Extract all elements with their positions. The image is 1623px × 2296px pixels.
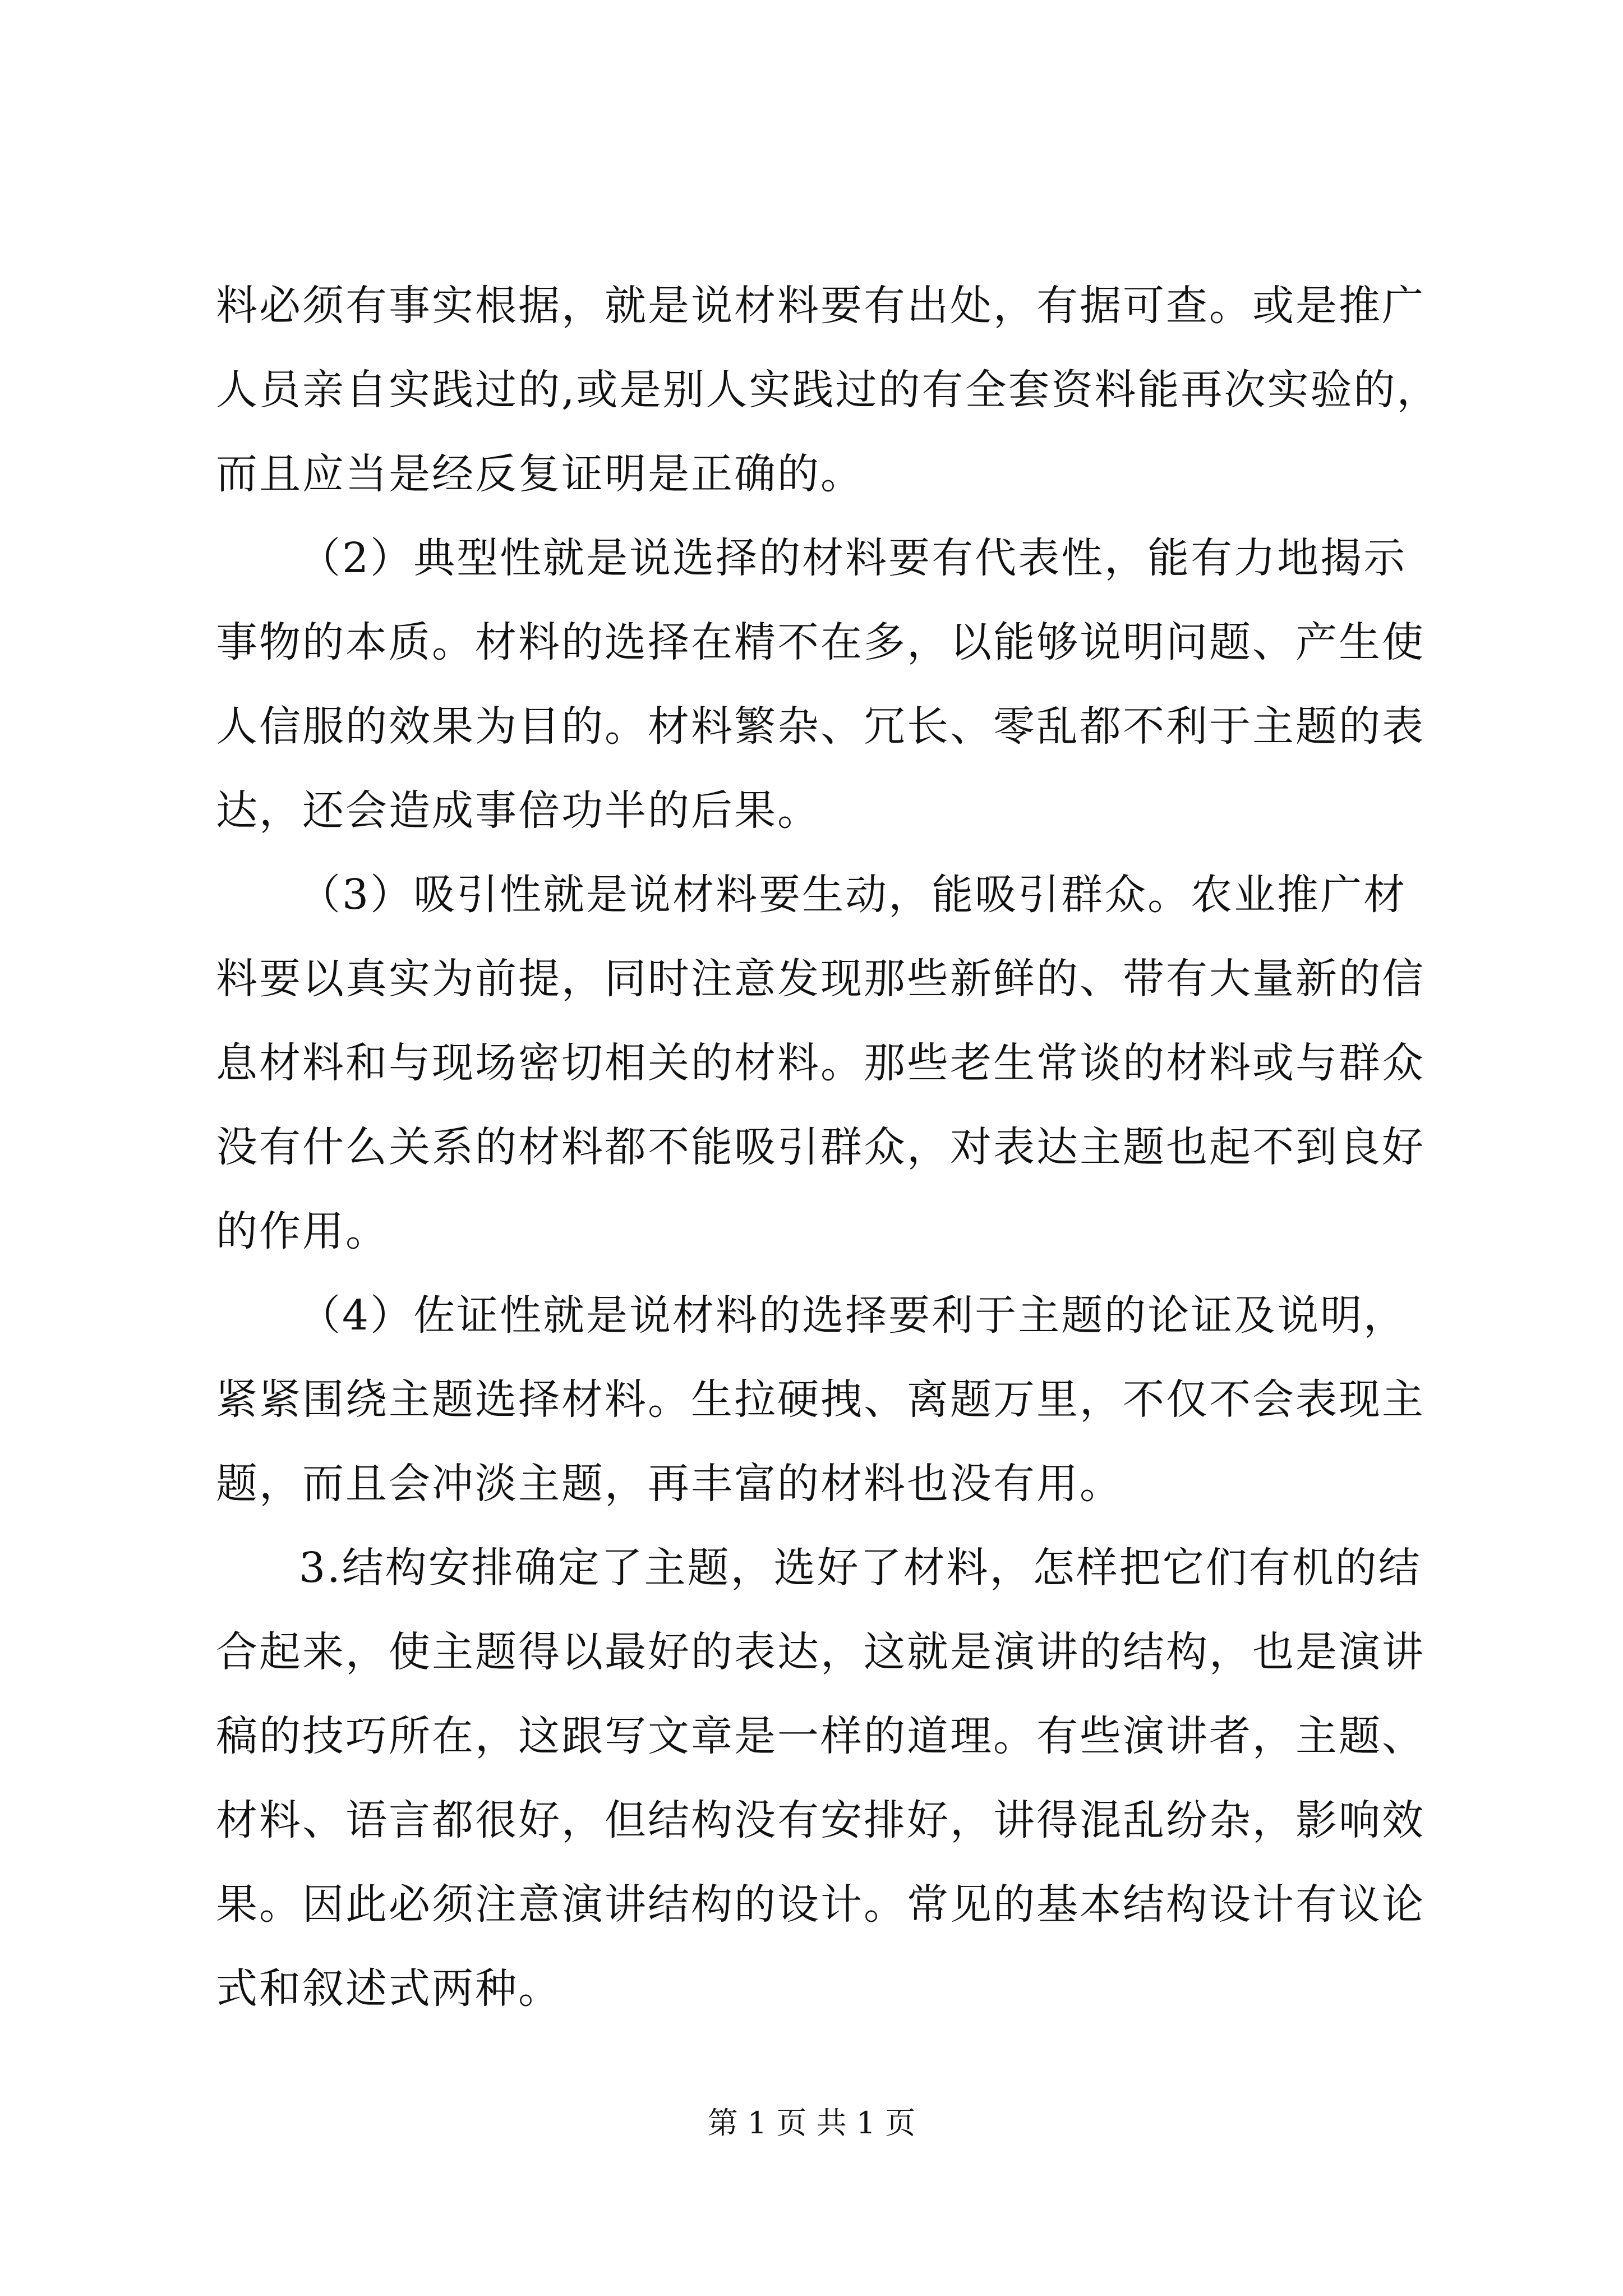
text-line: 合起来，使主题得以最好的表达，这就是演讲的结构，也是演讲	[216, 1628, 1425, 1676]
text-line: （4）佐证性就是说材料的选择要利于主题的论证及说明，	[299, 1291, 1407, 1340]
text-line: 息材料和与现场密切相关的材料。那些老生常谈的材料或与群众	[216, 1039, 1425, 1087]
text-line: （3）吸引性就是说材料要生动，能吸引群众。农业推广材	[299, 871, 1407, 919]
text-line: 人员亲自实践过的,或是别人实践过的有全套资料能再次实验的，	[216, 366, 1440, 414]
text-line: 而且应当是经反复证明是正确的。	[216, 450, 864, 498]
text-line: 人信服的效果为目的。材料繁杂、冗长、零乱都不利于主题的表	[216, 702, 1425, 751]
text-line: 果。因此必须注意演讲结构的设计。常见的基本结构设计有议论	[216, 1880, 1425, 1929]
page-footer: 第 1 页 共 1 页	[707, 2105, 916, 2141]
text-line: 没有什么关系的材料都不能吸引群众，对表达主题也起不到良好	[216, 1123, 1425, 1171]
text-line: 题，而且会冲淡主题，再丰富的材料也没有用。	[216, 1460, 1123, 1508]
text-line: 料必须有事实根据，就是说材料要有出处，有据可查。或是推广	[216, 282, 1425, 330]
text-line: 料要以真实为前提，同时注意发现那些新鲜的、带有大量新的信	[216, 955, 1425, 1003]
text-line: 达，还会造成事倍功半的后果。	[216, 786, 820, 835]
text-line: 稿的技巧所在，这跟写文章是一样的道理。有些演讲者，主题、	[216, 1712, 1425, 1760]
text-line: 材料、语言都很好，但结构没有安排好，讲得混乱纷杂，影响效	[216, 1796, 1425, 1844]
text-line: 事物的本质。材料的选择在精不在多，以能够说明问题、产生使	[216, 618, 1425, 666]
text-line: 的作用。	[216, 1207, 389, 1255]
text-line: （2）典型性就是说选择的材料要有代表性，能有力地揭示	[299, 534, 1407, 582]
text-line: 式和叙述式两种。	[216, 1964, 561, 2013]
text-line: 3.结构安排确定了主题，选好了材料，怎样把它们有机的结	[299, 1544, 1422, 1592]
text-line: 紧紧围绕主题选择材料。生拉硬拽、离题万里，不仅不会表现主	[216, 1375, 1425, 1424]
